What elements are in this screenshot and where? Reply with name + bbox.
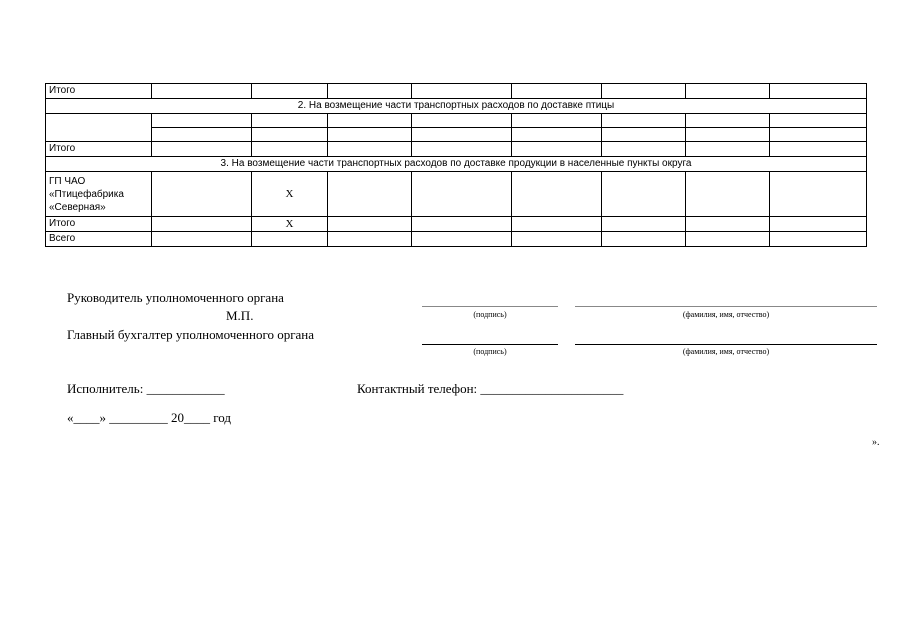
- x-mark: Х: [252, 217, 328, 232]
- org-line: ГП ЧАО: [49, 175, 86, 187]
- signature-caption: (подпись): [473, 347, 507, 356]
- table-row: [46, 128, 867, 142]
- org-line: «Птицефабрика: [49, 188, 124, 200]
- table-row: [46, 232, 867, 247]
- date-field: «____» _________ 20____ год: [67, 410, 231, 425]
- section-2-heading: 2. На возмещение части транспортных расходов по доставке птицы: [46, 99, 867, 114]
- signature-caption: (подпись): [473, 310, 507, 319]
- table-row: [46, 172, 867, 217]
- vsego-label: Всего: [46, 232, 152, 247]
- itogo-label: Итого: [46, 84, 152, 99]
- itogo-label: Итого: [46, 217, 152, 232]
- name-line: [575, 344, 877, 345]
- phone-field: Контактный телефон: ______________________: [357, 381, 624, 396]
- organization-cell: [46, 172, 152, 217]
- table-row: [46, 114, 867, 128]
- stamp-label: М.П.: [226, 308, 254, 323]
- closing-quote: ».: [872, 437, 880, 448]
- table-row: [46, 157, 867, 172]
- signature-line: [422, 344, 558, 345]
- table-row: [46, 84, 867, 99]
- name-caption: (фамилия, имя, отчество): [682, 310, 770, 319]
- executor-field: Исполнитель: ____________: [67, 381, 225, 396]
- head-label: Руководитель уполномоченного органа: [67, 290, 284, 305]
- signature-line: [422, 306, 558, 307]
- accountant-label: Главный бухгалтер уполномоченного органа: [67, 327, 315, 342]
- org-line: «Северная»: [49, 201, 106, 213]
- name-caption: (фамилия, имя, отчество): [682, 347, 770, 356]
- section-3-heading: 3. На возмещение части транспортных расходов по доставке продукции в населенные пункты округа: [46, 157, 867, 172]
- table-row: [46, 99, 867, 114]
- x-mark: Х: [252, 172, 328, 217]
- report-table: [45, 83, 867, 247]
- table-row: [46, 217, 867, 232]
- name-line: [575, 306, 877, 307]
- table-row: [46, 142, 867, 157]
- itogo-label: Итого: [46, 142, 152, 157]
